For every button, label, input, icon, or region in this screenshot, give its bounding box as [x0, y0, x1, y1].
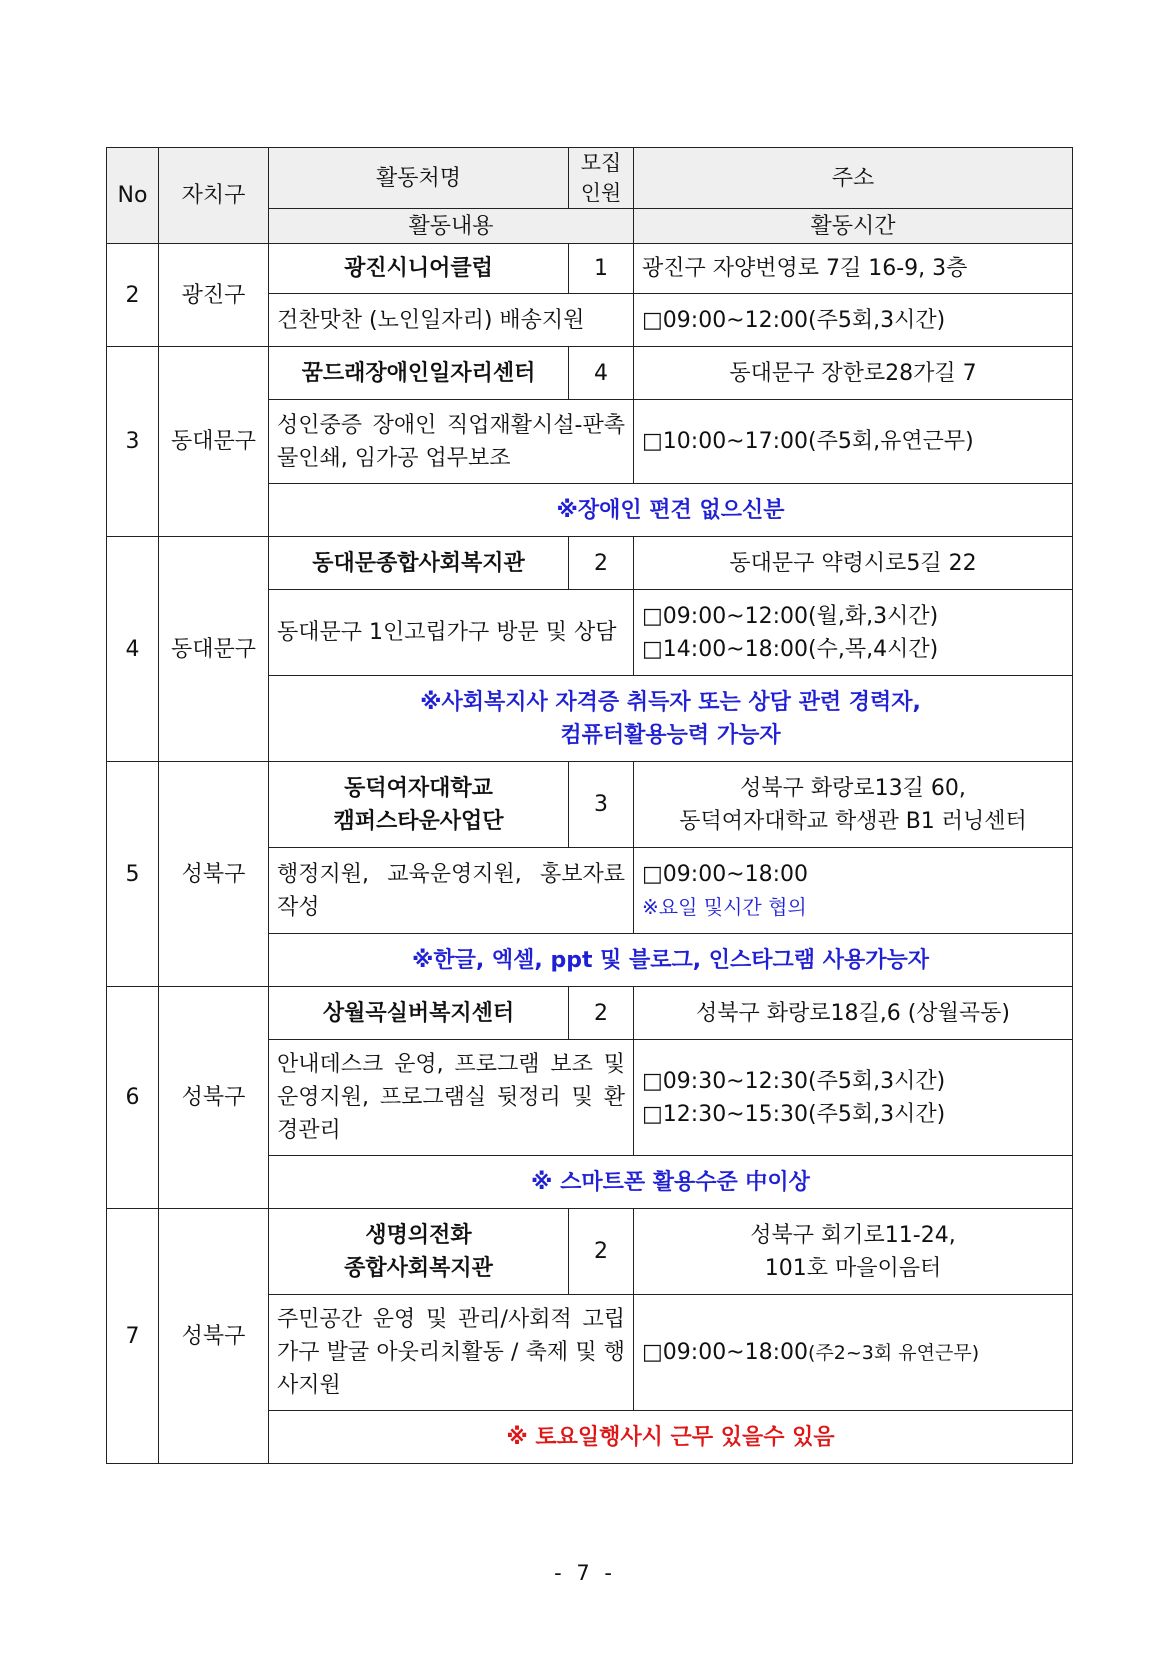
- row-count: 2: [569, 537, 634, 590]
- row-place: [269, 1209, 569, 1295]
- page-number: - 7 -: [554, 1561, 616, 1585]
- header-place: 활동처명: [269, 148, 569, 209]
- row-note: ※ 토요일행사시 근무 있을수 있음: [269, 1411, 1073, 1464]
- row-time: □10:00~17:00(주5회,유연근무): [634, 400, 1073, 484]
- row-time-note: ※요일 및시간 협의: [642, 894, 807, 919]
- header-time: 활동시간: [634, 209, 1073, 244]
- row-content: 성인중증 장애인 직업재활시설-판촉물인쇄, 임가공 업무보조: [269, 400, 634, 484]
- table-row: [107, 762, 1073, 848]
- row-district: 동대문구: [159, 537, 269, 762]
- row-address: 광진구 자양번영로 7길 16-9, 3층: [634, 244, 1073, 294]
- row-address-line2: 동덕여자대학교 학생관 B1 러닝센터: [679, 808, 1027, 834]
- row-place-line2: 캠퍼스타운사업단: [333, 808, 504, 834]
- row-district: 성북구: [159, 762, 269, 987]
- row-note-line2: 컴퓨터활용능력 가능자: [560, 722, 781, 748]
- row-count: 3: [569, 762, 634, 848]
- row-place: [269, 762, 569, 848]
- table-row: [107, 537, 1073, 590]
- row-address-line1: 성북구 회기로11-24,: [750, 1222, 956, 1248]
- row-time: □09:00~12:00(주5회,3시간): [634, 294, 1073, 347]
- row-count: 2: [569, 987, 634, 1040]
- table-row: [107, 347, 1073, 400]
- row-no: 2: [107, 244, 159, 347]
- row-address: [634, 762, 1073, 848]
- row-time-main: □09:00~18:00: [642, 1339, 809, 1365]
- row-note: ※한글, 엑셀, ppt 및 블로그, 인스타그램 사용가능자: [269, 934, 1073, 987]
- row-district: 동대문구: [159, 347, 269, 537]
- row-time: [634, 1040, 1073, 1156]
- row-no: 5: [107, 762, 159, 987]
- row-address: 동대문구 약령시로5길 22: [634, 537, 1073, 590]
- row-no: 7: [107, 1209, 159, 1464]
- row-place-line1: 동덕여자대학교: [344, 775, 493, 801]
- row-count: 1: [569, 244, 634, 294]
- row-place: 꿈드래장애인일자리센터: [269, 347, 569, 400]
- row-time: [634, 1295, 1073, 1411]
- row-note: [269, 676, 1073, 762]
- table-row: [107, 987, 1073, 1040]
- row-time: [634, 590, 1073, 676]
- header-recruit-line2: 인원: [580, 181, 622, 205]
- row-count: 4: [569, 347, 634, 400]
- row-note: ※장애인 편견 없으신분: [269, 484, 1073, 537]
- row-time: [634, 848, 1073, 934]
- row-place-line2: 종합사회복지관: [344, 1255, 493, 1281]
- row-address: [634, 1209, 1073, 1295]
- table-row: [107, 1209, 1073, 1295]
- row-time-line2: □12:30~15:30(주5회,3시간): [642, 1101, 946, 1127]
- header-recruit-line1: 모집: [580, 151, 622, 175]
- row-place-line1: 생명의전화: [365, 1222, 472, 1248]
- row-address-line1: 성북구 화랑로13길 60,: [740, 775, 966, 801]
- row-district: 광진구: [159, 244, 269, 347]
- row-time-line2: □14:00~18:00(수,목,4시간): [642, 636, 939, 662]
- row-note: ※ 스마트폰 활용수준 中이상: [269, 1156, 1073, 1209]
- row-district: 성북구: [159, 987, 269, 1209]
- row-time-line1: □09:00~12:00(월,화,3시간): [642, 603, 939, 629]
- row-time-line1: □09:30~12:30(주5회,3시간): [642, 1068, 946, 1094]
- table-row: [107, 244, 1073, 294]
- row-district: 성북구: [159, 1209, 269, 1464]
- row-content: 행정지원, 교육운영지원, 홍보자료 작성: [269, 848, 634, 934]
- header-content: 활동내용: [269, 209, 634, 244]
- row-content: 주민공간 운영 및 관리/사회적 고립가구 발굴 아웃리치활동 / 축제 및 행사지원: [269, 1295, 634, 1411]
- row-no: 6: [107, 987, 159, 1209]
- row-content: 건찬맛찬 (노인일자리) 배송지원: [269, 294, 634, 347]
- row-content: 동대문구 1인고립가구 방문 및 상담: [269, 590, 634, 676]
- row-time-line1: □09:00~18:00: [642, 861, 809, 887]
- header-recruit: [569, 148, 634, 209]
- row-place: 상월곡실버복지센터: [269, 987, 569, 1040]
- row-time-paren: (주2~3회 유연근무): [808, 1341, 980, 1364]
- row-count: 2: [569, 1209, 634, 1295]
- header-no: No: [107, 148, 159, 244]
- row-address: 동대문구 장한로28가길 7: [634, 347, 1073, 400]
- volunteer-activity-table: [106, 147, 1073, 1464]
- header-district: 자치구: [159, 148, 269, 244]
- row-note-line1: ※사회복지사 자격증 취득자 또는 상담 관련 경력자,: [420, 689, 921, 715]
- row-no: 3: [107, 347, 159, 537]
- row-content: 안내데스크 운영, 프로그램 보조 및 운영지원, 프로그램실 뒷정리 및 환경관리: [269, 1040, 634, 1156]
- header-address: 주소: [634, 148, 1073, 209]
- row-place: 동대문종합사회복지관: [269, 537, 569, 590]
- row-no: 4: [107, 537, 159, 762]
- row-place: 광진시니어클럽: [269, 244, 569, 294]
- row-address-line2: 101호 마을이음터: [764, 1255, 942, 1281]
- row-address: 성북구 화랑로18길,6 (상월곡동): [634, 987, 1073, 1040]
